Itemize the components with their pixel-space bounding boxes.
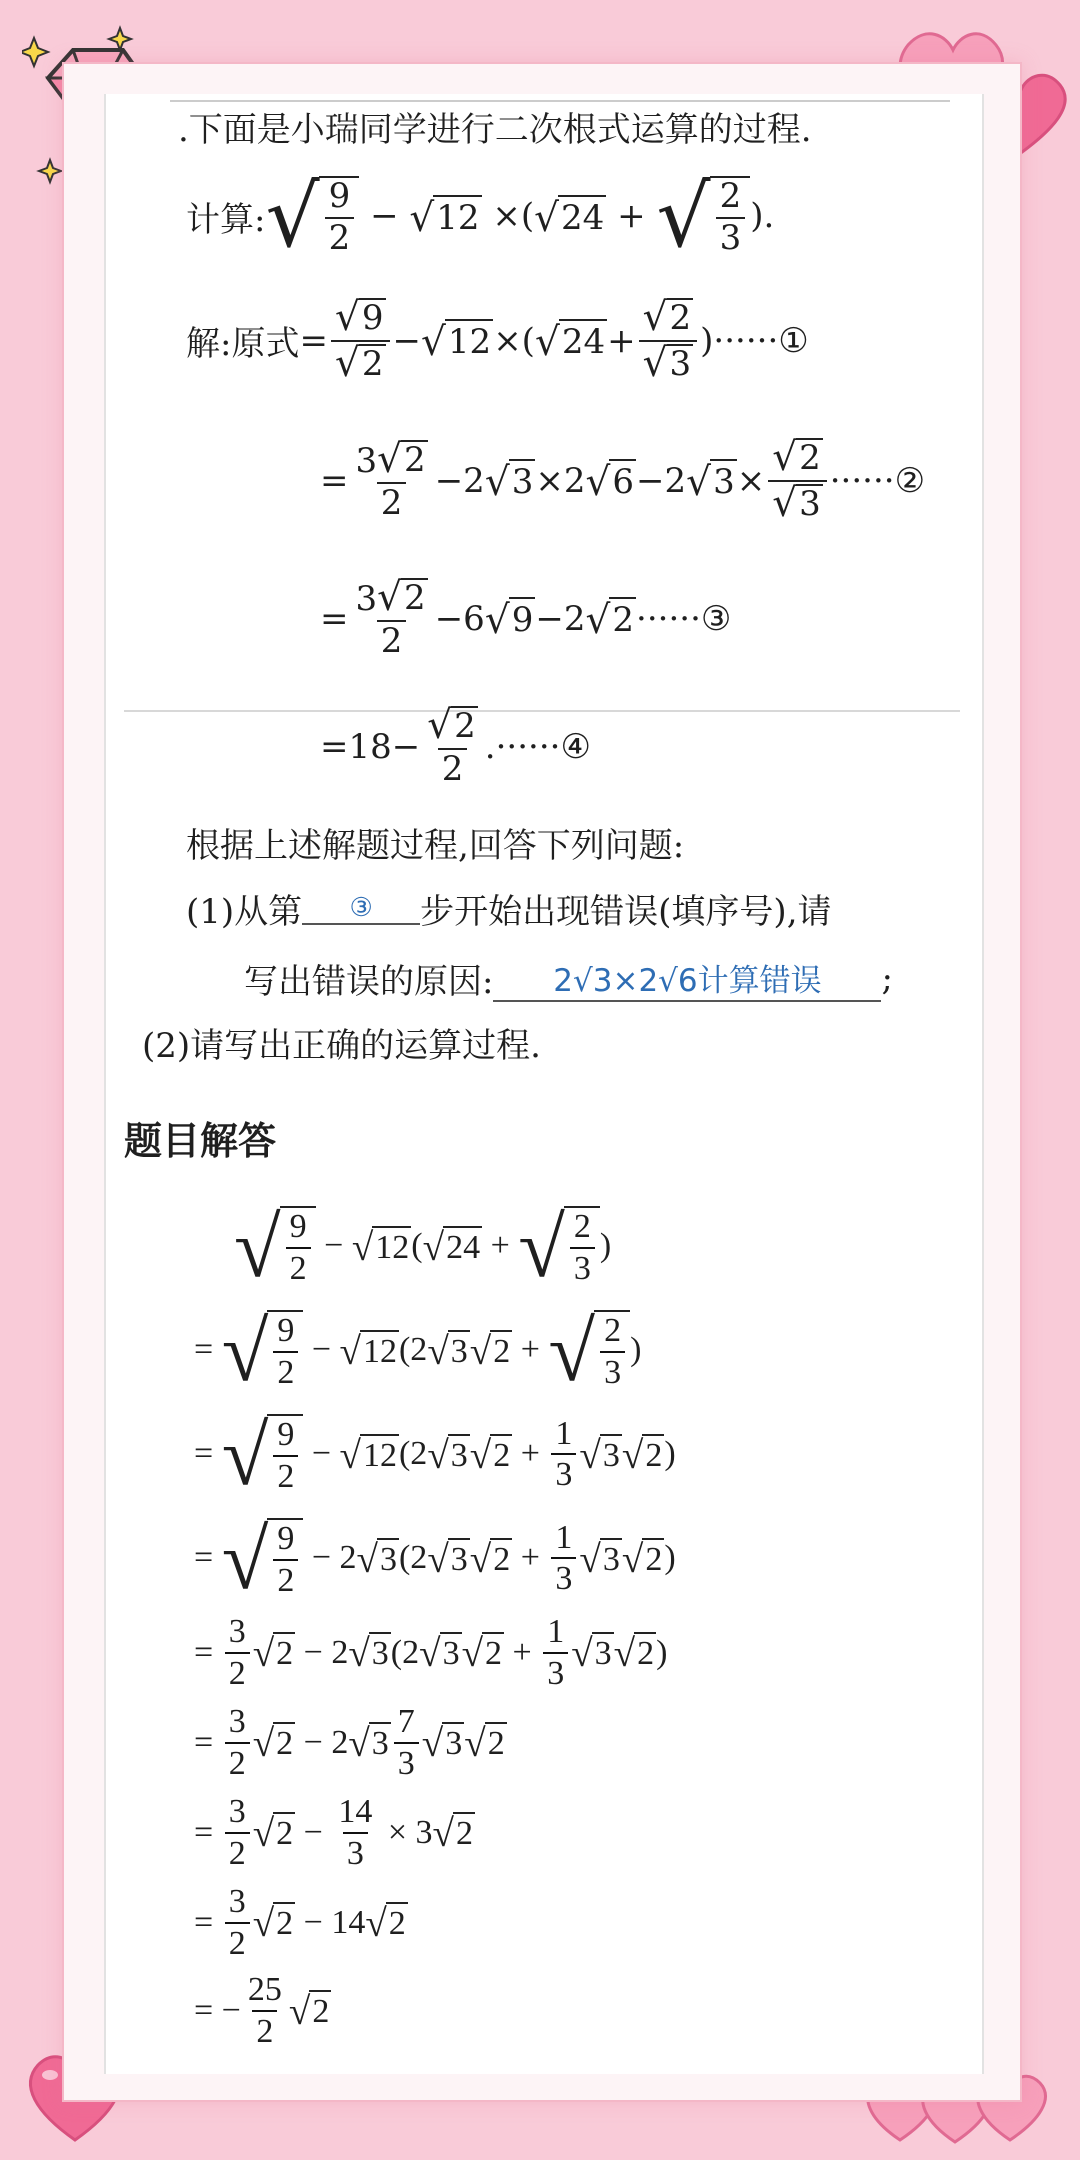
q1-prefix: (1)从第	[186, 892, 303, 932]
solution-step-3: = 3 √ 2 2 −6 √ 9 −2 √ 2 ······ ③	[320, 575, 732, 661]
compute-label: 计算:	[186, 199, 266, 240]
reason-label: 写出错误的原因:	[244, 962, 494, 1002]
step-marker-3: ③	[700, 598, 732, 639]
answer-line-1: √ $\frac{9}{2}$ − √ 12 ( √ 24 + √ $\frac{2}{3}$ )	[234, 1200, 612, 1295]
question-1-reason: 写出错误的原因: 2√3×2√6计算错误 ;	[244, 954, 893, 1003]
answer-line-7: = $\frac{3}{2}$ √ 2 − $\frac{14}{3}$ × 3 √ 2	[194, 1793, 473, 1872]
answer-line-2: = √ $\frac{9}{2}$ − √ 12 (2 √ 3 √ 2 + √ $\frac{2}{3}$ )	[194, 1304, 642, 1399]
step-answer-blank[interactable]: ③	[302, 893, 420, 925]
solution-step-2: = 3 √ 2 2 −2 √ 3 ×2 √ 6 −2 √ 3 × √ 2 √ 3 ······ ②	[320, 435, 926, 526]
step-marker-4: ④	[560, 726, 591, 767]
answer-line-4: = √ $\frac{9}{2}$ − 2 √ 3 (2 √ 3 √ 2 + $\frac{1}{3}$ √ 3 √ 2 )	[194, 1512, 676, 1607]
answer-line-3: = √ $\frac{9}{2}$ − √ 12 (2 √ 3 √ 2 + $\frac{1}{3}$ √ 3 √ 2 )	[194, 1408, 676, 1503]
question-1	[186, 884, 832, 933]
q1-suffix: 步开始出现错误(填序号),请	[420, 892, 832, 932]
step-marker-2: ②	[894, 460, 926, 501]
answer-line-6: = $\frac{3}{2}$ √ 2 − 2 √ 3 7 3 √ 3 √ 2	[194, 1703, 505, 1782]
answer-line-5: = $\frac{3}{2}$ √ 2 − 2 √ 3 (2 √ 3 √ 2 + $\frac{1}{3}$ √ 3 √ 2 )	[194, 1613, 668, 1692]
answer-line-9: = − $\frac{25}{2}$ √ 2	[194, 1971, 330, 2050]
top-rule	[170, 100, 950, 102]
reason-answer-blank[interactable]: 2√3×2√6计算错误	[493, 955, 881, 1002]
question-2: (2)请写出正确的运算过程.	[142, 1026, 541, 1066]
intro-text: .下面是小瑞同学进行二次根式运算的过程.	[178, 110, 812, 150]
solution-label: 解:原式	[186, 324, 300, 365]
solution-step-1: 解:原式 = √ 9 √ 2 − √ 12 ×( √ 24 + √ 2 √ 3 )······ ①	[186, 295, 809, 386]
answer-line-8: = $\frac{3}{2}$ √ 2 − 14 √ 2	[194, 1883, 406, 1962]
answer-heading: 题目解答	[124, 1119, 277, 1163]
questions-intro: 根据上述解题过程,回答下列问题:	[186, 826, 685, 866]
step-marker-1: ①	[778, 320, 809, 361]
compute-expression: 计算: √ $\frac{9}{2}$ − √ 12 ×( √ 24 + √ $\frac{2}{3}$ ).	[186, 167, 775, 267]
solution-step-4: =18− √ 2 2 .······ ④	[320, 703, 591, 789]
